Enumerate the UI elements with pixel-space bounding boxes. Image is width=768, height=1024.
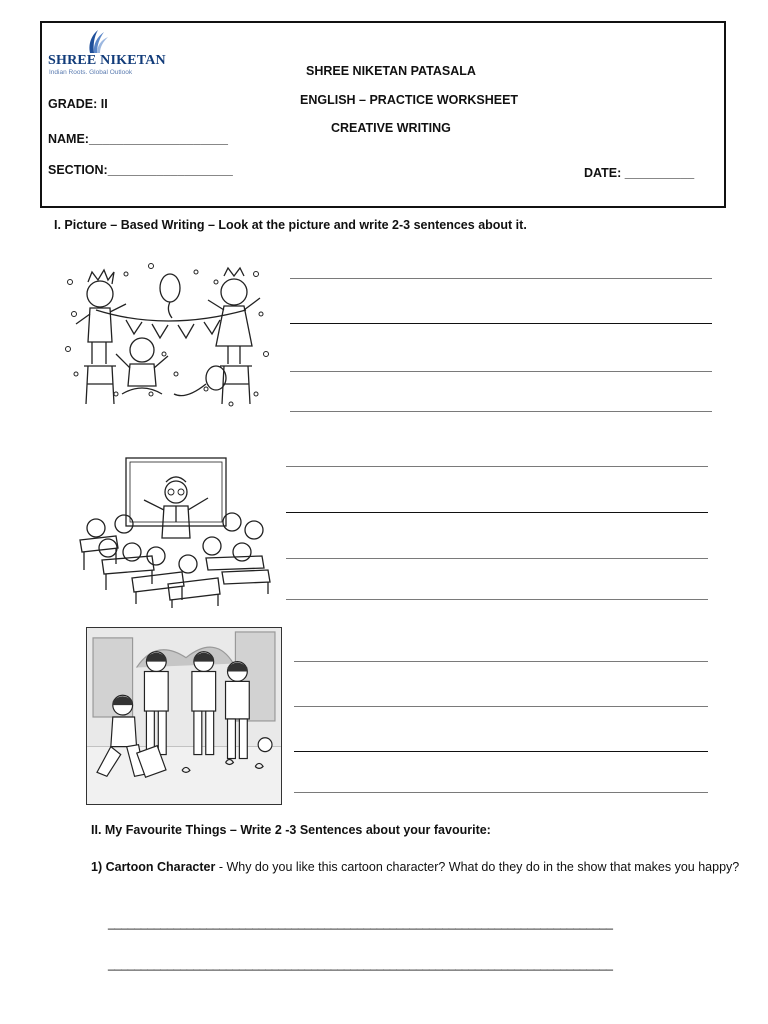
grade-label: GRADE: II xyxy=(48,97,108,111)
party-kids-illustration xyxy=(56,254,276,418)
answer-line[interactable] xyxy=(290,323,712,324)
answer-line[interactable] xyxy=(290,411,712,412)
school-logo xyxy=(48,29,166,79)
section-2-title: II. My Favourite Things – Write 2 -3 Sentences about your favourite: xyxy=(91,823,491,837)
answer-line[interactable]: _____________________________________________________________________________ xyxy=(108,916,613,930)
answer-line[interactable] xyxy=(286,558,708,559)
answer-line[interactable] xyxy=(286,599,708,600)
classroom-teacher-illustration xyxy=(72,452,278,610)
answer-line[interactable] xyxy=(294,751,708,752)
answer-line[interactable] xyxy=(294,706,708,707)
section-1-title: I. Picture – Based Writing – Look at the picture and write 2-3 sentences about it. xyxy=(54,218,527,232)
answer-line[interactable] xyxy=(290,371,712,372)
logo-name: SHREE NIKETAN xyxy=(48,53,166,68)
answer-line[interactable] xyxy=(294,792,708,793)
school-name: SHREE NIKETAN PATASALA xyxy=(306,64,476,78)
question-1-text: - Why do you like this cartoon character? What do they do in the show that makes you happy? xyxy=(215,860,740,874)
answer-line[interactable] xyxy=(286,512,708,513)
worksheet-header xyxy=(40,21,726,208)
swoosh-icon xyxy=(82,29,112,55)
answer-line[interactable] xyxy=(286,466,708,467)
name-field[interactable]: NAME:____________________ xyxy=(48,132,229,146)
section-field[interactable]: SECTION:__________________ xyxy=(48,163,233,177)
subject-title: ENGLISH – PRACTICE WORKSHEET xyxy=(300,93,519,107)
boys-helping-friend-illustration xyxy=(86,627,282,805)
topic-title: CREATIVE WRITING xyxy=(331,121,451,135)
answer-line[interactable] xyxy=(294,661,708,662)
date-field[interactable]: DATE: __________ xyxy=(584,166,695,180)
answer-line[interactable]: _____________________________________________________________________________ xyxy=(108,957,613,971)
question-1-label: 1) Cartoon Character xyxy=(91,860,216,874)
question-1 xyxy=(91,857,741,878)
answer-line[interactable] xyxy=(290,278,712,279)
logo-tagline: Indian Roots. Global Outlook xyxy=(49,69,133,76)
